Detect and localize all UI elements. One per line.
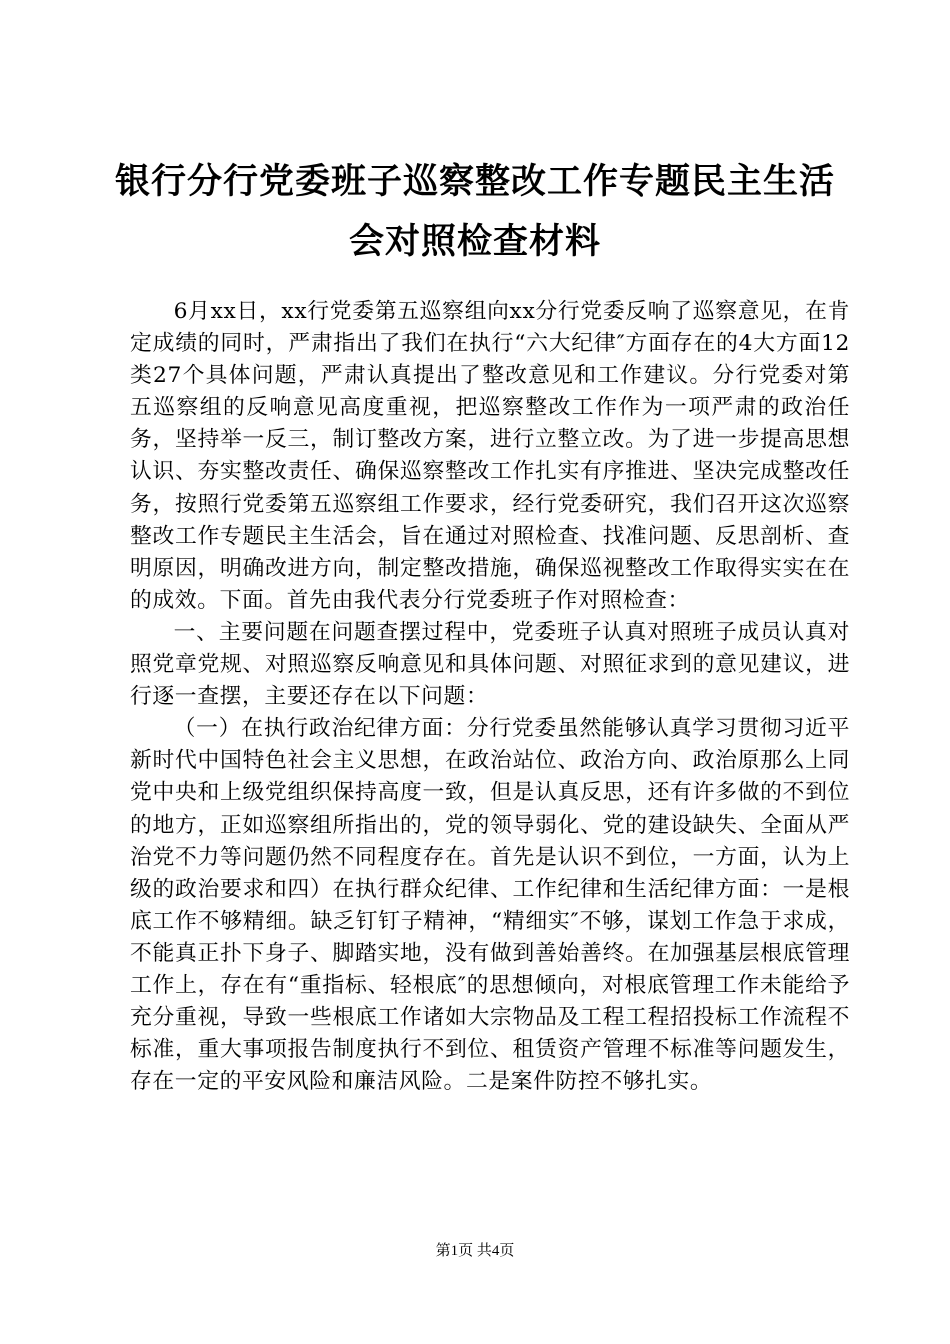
document-title-line-2: 会对照检查材料	[348, 221, 601, 262]
paragraph-political-discipline: （一）在执行政治纪律方面：分行党委虽然能够认真学习贯彻习近平新时代中国特色社会主义思想，在政治站位、政治方向、政治原那么上同党中央和上级党组织保持高度一致，但是认真反思，还有许多做的不到位的地方，正如巡察组所指出的，党的领导弱化、党的建设缺失、全面从严治党不力等问题仍然不同程度存在。首先是认识不到位，一方面，认为上级的政治要求和四）在执行群众纪律、工作纪律和生活纪律方面：一是根底工作不够精细。缺乏钉钉子精神，“精细实″不够，谋划工作急于求成，不能真正扑下身子、脚踏实地，没有做到善始善终。在加强基层根底管理工作上，存在有“重指标、轻根底″的思想倾向，对根底管理工作未能给予充分重视，导致一些根底工作诸如大宗物品及工程工程招投标工作流程不标准，重大事项报告制度执行不到位、租赁资产管理不标准等问题发生，存在一定的平安风险和廉洁风险。二是案件防控不够扎实。	[130, 716, 850, 1095]
document-body	[130, 296, 850, 1098]
page-footer: 第1页 共4页	[435, 1243, 515, 1259]
paragraph-main-problems: 一、主要问题在问题查摆过程中，党委班子认真对照班子成员认真对照党章党规、对照巡察反响意见和具体问题、对照征求到的意见建议，进行逐一查摆，主要还存在以下问题：	[130, 619, 850, 710]
paragraph-intro: 6月xx日，xx行党委第五巡察组向xx分行党委反响了巡察意见，在肯定成绩的同时，严肃指出了我们在执行“六大纪律″方面存在的4大方面12类27个具体问题，严肃认真提出了整改意见和工作建议。分行党委对第五巡察组的反响意见高度重视，把巡察整改工作作为一项严肃的政治任务，坚持举一反三，制订整改方案，进行立整立改。为了进一步提高思想认识、夯实整改责任、确保巡察整改工作扎实有序推进、坚决完成整改任务，按照行党委第五巡察组工作要求，经行党委研究，我们召开这次巡察整改工作专题民主生活会，旨在通过对照检查、找准问题、反思剖析、查明原因，明确改进方向，制定整改措施，确保巡视整改工作取得实实在在的成效。下面。首先由我代表分行党委班子作对照检查：	[130, 299, 850, 613]
document-title-line-1: 银行分行党委班子巡察整改工作专题民主生活	[114, 161, 835, 202]
